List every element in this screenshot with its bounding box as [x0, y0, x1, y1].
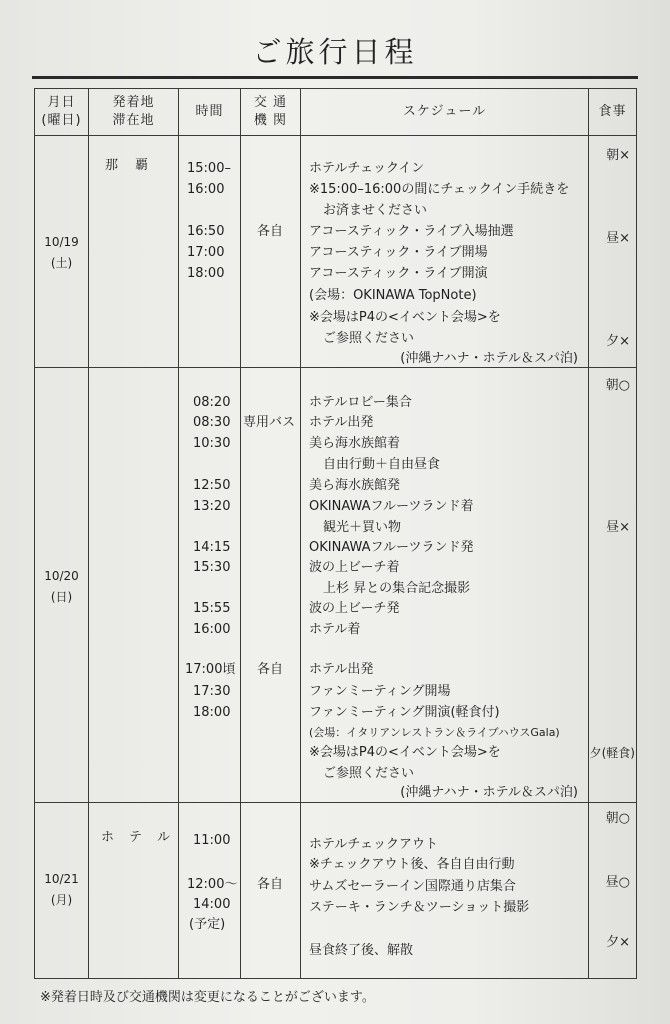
schedule-line: ファンミーティング開場 [309, 684, 451, 699]
place-cell [89, 803, 179, 979]
schedule-cell [301, 136, 589, 368]
date-cell [35, 136, 89, 368]
header-transport-line1: 交 通 [253, 95, 288, 110]
time-text: 11:00 [193, 833, 231, 848]
time-cell [179, 803, 241, 979]
schedule-line: アコースティック・ライブ開場 [309, 245, 488, 260]
time-text: 18:00 [193, 705, 231, 720]
meal-cell [589, 368, 637, 803]
meal-dinner: 夕(軽食) [589, 746, 635, 760]
meal-lunch: 昼○ [605, 875, 630, 890]
time-text: 17:30 [193, 684, 231, 699]
header-date-line2: (曜日) [41, 113, 82, 128]
time-text: 10:30 [193, 436, 231, 451]
time-text: (予定) [189, 917, 226, 932]
schedule-line: ご参照ください [323, 766, 415, 781]
schedule-line: (沖縄ナハナ・ホテル＆スパ泊) [400, 785, 578, 800]
transport-text: 各自 [257, 224, 284, 239]
schedule-line: ホテルロビー集合 [309, 395, 412, 410]
weekday-text: (土) [50, 256, 73, 270]
schedule-line: ホテル出発 [309, 662, 374, 677]
time-text: 12:50 [193, 478, 231, 493]
header-transport [241, 89, 301, 136]
header-meal: 食事 [589, 89, 637, 136]
time-text: 18:00 [187, 266, 225, 281]
place-cell [89, 136, 179, 368]
schedule-line: (会場：イタリアンレストラン＆ライブハウスGala) [309, 726, 560, 739]
schedule-cell [301, 368, 589, 803]
place-text: 那 覇 [105, 158, 151, 173]
day-row-1021 [35, 803, 637, 979]
weekday-text: (日) [50, 590, 73, 604]
date-cell [35, 803, 89, 979]
schedule-line: ご参照ください [323, 331, 415, 346]
transport-text: 専用バス [243, 415, 296, 430]
time-text: 08:20 [193, 395, 231, 410]
header-place-line2: 滞在地 [112, 113, 155, 128]
meal-breakfast: 朝○ [605, 811, 630, 826]
time-text: 14:00 [193, 897, 231, 912]
schedule-line: アコースティック・ライブ開演 [309, 266, 488, 281]
weekday-text: (月) [50, 893, 73, 907]
transport-text: 各自 [257, 877, 284, 892]
time-text: 15:30 [193, 560, 231, 575]
date-text: 10/21 [44, 872, 79, 886]
date-cell [35, 368, 89, 803]
schedule-line: 昼食終了後、解散 [309, 943, 414, 958]
time-text: 13:20 [193, 499, 231, 514]
meal-cell [589, 803, 637, 979]
schedule-line: ※会場はP4の<イベント会場>を [309, 310, 501, 325]
header-time: 時間 [179, 89, 241, 136]
transport-cell [241, 368, 301, 803]
meal-lunch: 昼× [606, 231, 630, 246]
schedule-line: 波の上ビーチ着 [309, 560, 400, 575]
date-text: 10/20 [44, 569, 79, 583]
time-text: 16:00 [187, 182, 225, 197]
schedule-line: ※15:00–16:00の間にチェックイン手続きを [309, 182, 570, 197]
schedule-line: お済ませください [323, 203, 428, 218]
schedule-line: 波の上ビーチ発 [309, 601, 400, 616]
schedule-line: ※会場はP4の<イベント会場>を [309, 745, 501, 760]
time-cell [179, 368, 241, 803]
header-schedule: スケジュール [301, 89, 589, 136]
date-text: 10/19 [44, 235, 79, 249]
header-date [35, 89, 89, 136]
schedule-line: 観光＋買い物 [323, 520, 402, 535]
schedule-line: サムズセーラーイン国際通り店集合 [309, 879, 516, 894]
schedule-line: OKINAWAフルーツランド着 [309, 499, 474, 514]
meal-breakfast: 朝○ [605, 378, 630, 393]
transport-text: 各自 [257, 662, 284, 677]
schedule-line: ファンミーティング開演(軽食付) [309, 705, 500, 720]
time-text: 12:00～ [187, 877, 238, 892]
schedule-line: ホテル着 [309, 622, 361, 637]
transport-cell [241, 803, 301, 979]
day-row-1020 [35, 368, 637, 803]
footnote: ※発着日時及び交通機関は変更になることがございます。 [40, 990, 375, 1005]
schedule-line: 美ら海水族館着 [309, 436, 401, 451]
schedule-line: (沖縄ナハナ・ホテル＆スパ泊) [400, 351, 578, 366]
schedule-line: ※チェックアウト後、各自自由行動 [309, 857, 515, 872]
header-transport-line2: 機 関 [253, 113, 288, 128]
place-cell [89, 368, 179, 803]
schedule-line: OKINAWAフルーツランド発 [309, 540, 474, 555]
time-text: 17:00 [187, 245, 225, 260]
header-place [89, 89, 179, 136]
place-text: ホ テ ル [101, 830, 172, 845]
meal-dinner: 夕× [606, 935, 630, 950]
schedule-table [34, 88, 637, 979]
meal-dinner: 夕× [606, 334, 630, 349]
time-text: 14:15 [193, 540, 231, 555]
schedule-line: 自由行動＋自由昼食 [323, 457, 441, 472]
time-text: 17:00頃 [185, 662, 236, 677]
schedule-line: アコースティック・ライブ入場抽選 [309, 224, 514, 239]
time-text: 08:30 [193, 415, 231, 430]
header-row [35, 89, 637, 136]
time-text: 16:50 [187, 224, 225, 239]
schedule-line: ステーキ・ランチ＆ツーショット撮影 [309, 900, 530, 915]
schedule-line: 上杉 昇との集合記念撮影 [323, 581, 471, 596]
meal-cell [589, 136, 637, 368]
time-cell [179, 136, 241, 368]
day-row-1019 [35, 136, 637, 368]
page-title: ご旅行日程 [252, 35, 418, 69]
title-rule [32, 76, 638, 79]
time-text: 15:00– [187, 161, 231, 176]
time-text: 15:55 [193, 601, 231, 616]
header-date-line1: 月日 [47, 95, 76, 110]
schedule-cell [301, 803, 589, 979]
schedule-line: ホテルチェックアウト [309, 837, 438, 852]
time-text: 16:00 [193, 622, 231, 637]
header-place-line1: 発着地 [112, 95, 155, 110]
transport-cell [241, 136, 301, 368]
schedule-line: (会場：OKINAWA TopNote) [309, 288, 477, 303]
meal-lunch: 昼× [606, 520, 630, 535]
schedule-line: ホテルチェックイン [309, 161, 425, 176]
schedule-line: 美ら海水族館発 [309, 478, 401, 493]
schedule-line: ホテル出発 [309, 415, 374, 430]
meal-breakfast: 朝× [606, 148, 630, 163]
